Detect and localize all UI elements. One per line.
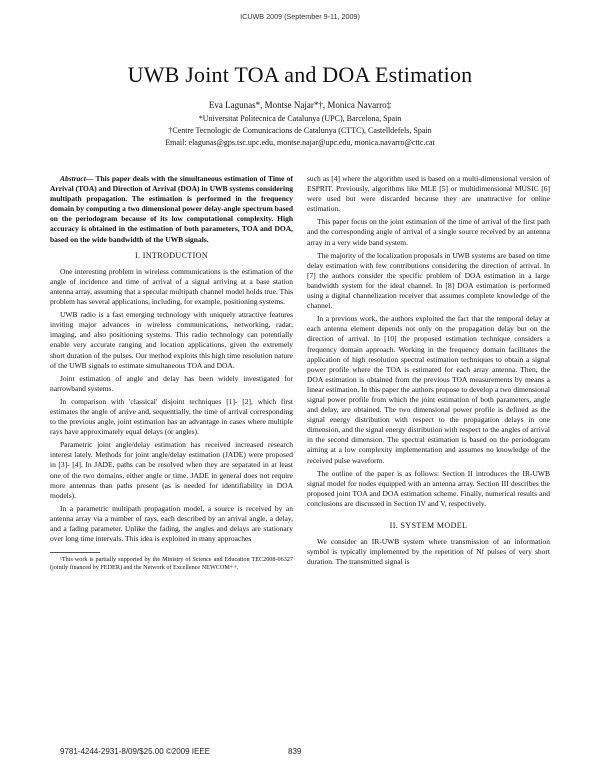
running-head: ICUWB 2009 (September 9-11, 2009) bbox=[240, 12, 360, 21]
paragraph: In comparison with 'classical' disjoint techniques [1]- [2], which first estimates the angle of arrive and, sequentially, the time of arrival corresponding to the previous angle, joint estimation has an advantage in cases where multiple rays have approximately equal delays (or angles). bbox=[50, 396, 293, 437]
abstract bbox=[50, 174, 293, 245]
abstract-text: This paper deals with the simultaneous estimation of Time of Arrival (TOA) and Direction of Arrival (DOA) in UWB systems considering multipath propagation. The estimation is performed in the frequency domain by computing a two dimensional power delay-angle spectrum based on the periodogram because of its low computational complexity. High accuracy is obtained in the estimation of both parameters, TOA and DOA, based on the wide bandwidth of the UWB signals. bbox=[50, 174, 293, 244]
right-column bbox=[307, 174, 550, 570]
paragraph: UWB radio is a fast emerging technology with uniquely attractive features inviting major advances in wireless communications, networking, radar, imaging, and also positioning systems. This radio technology can potentially enable very accurate ranging and location applications, given the extremely short duration of the pulses. Our method exploits this high time resolution nature of the UWB signals to estimate simultaneous TOA and DOA. bbox=[50, 310, 293, 370]
footnote: ¹This work is partially supported by the Ministry of Science and Education TEC2008-06327 (jointly financed by FEDER) and the Network of Excellence NEWCOM++. bbox=[50, 556, 293, 571]
paragraph: We consider an IR-UWB system where transmission of an information symbol is typically implemented by the repetition of Nf pulses of very short duration. The transmitted signal is bbox=[307, 537, 550, 567]
footer-isbn: 9781-4244-2931-8/09/$25.00 ©2009 IEEE bbox=[60, 747, 211, 756]
author-emails: Email: elagunas@gps.tsc.upc.edu, montse.najar@upc.edu, monica.navarro@cttc.cat bbox=[165, 138, 435, 147]
paragraph: Joint estimation of angle and delay has been widely investigated for narrowband systems. bbox=[50, 373, 293, 393]
left-column bbox=[50, 174, 293, 575]
authors: Eva Lagunas*, Montse Najar*†, Monica Navarro‡ bbox=[208, 100, 392, 110]
affiliation-cttc: †Centre Tecnologic de Comunicacions de Catalunya (CTTC), Castelldefels, Spain bbox=[168, 126, 432, 135]
paragraph: The outline of the paper is as follows: Section II introduces the IR-UWB signal model for nodes equipped with an antenna array. Section III describes the proposed joint TOA and DOA estimation scheme. Finally, numerical results and conclusions are discussed in Section IV and V, respectively. bbox=[307, 468, 550, 508]
paragraph: such as [4] where the algorithm used is based on a multi-dimensional version of ESPRIT. Previously, algorithms like MLE [5] or multidimensional MUSIC [6] were used but were discarded because they are unattractive for online estimation. bbox=[307, 174, 550, 214]
affiliation-upc: *Universitat Politecnica de Catalunya (UPC), Barcelona, Spain bbox=[198, 114, 402, 123]
section-heading-system-model: II. SYSTEM MODEL bbox=[389, 521, 468, 530]
abstract-label: Abstract— bbox=[60, 174, 94, 183]
paragraph: In a parametric multipath propagation model, a source is received by an antenna array via a number of rays, each described by an arrival angle, a delay, and a fading parameter. Unlike the fading, the angles and delays are stationary over long time intervals. This idea is exploited in many approaches bbox=[50, 503, 293, 544]
paragraph: The majority of the localization proposals in UWB systems are based on time delay estimation with few contributions considering the direction of arrival. In [7] the authors consider the specific problem of DOA estimation in a large bandwidth system for the ideal channel. In [8] DOA estimation is performed using a digital channelization receiver that assumes complete knowledge of the channel. bbox=[307, 250, 550, 311]
section-heading-introduction: I. INTRODUCTION bbox=[134, 250, 209, 260]
page-number: 839 bbox=[288, 747, 302, 756]
paragraph: This paper focus on the joint estimation of the time of arrival of the first path and the corresponding angle of arrival of a single source received by an antenna array in a very wide band system. bbox=[307, 217, 550, 247]
footnote-rule bbox=[50, 552, 100, 553]
paragraph: One interesting problem in wireless communications is the estimation of the angle of incidence and time of arrival of a signal arriving at a base station antenna array, assuming that a specular multipath channel model holds true. This problem has several applications, including, for example, positioning systems. bbox=[50, 266, 293, 307]
paragraph: In a previous work, the authors exploited the fact that the temporal delay at each antenna element depends not only on the propagation delay but on the direction of arrival. In [10] the proposed estimation technique considers a frequency domain approach. Working in the frequency domain facilitates the application of high resolution spectral estimation techniques to obtain a signal power profile where the TOA is estimated for each array antenna. Then, the DOA estimation is obtained from the previous TOA measurements by means a linear estimation. In this paper the authors propose to develop a two dimensional signal power profile from which the joint estimation of both parameters, angle and delay, are obtained. The two dimensional power profile is defined as the signal energy distribution with respect to the propagation delays in one dimension, and the signal energy distribution with respect to the angles of arrival in the second dimension. The spectral estimation is based on the periodogram aiming at a low complexity implementation and assumes no knowledge of the received pulse waveform. bbox=[307, 314, 550, 465]
paragraph: Parametric joint angle/delay estimation has received increased research interest lately. Methods for joint angle/delay estimation (JADE) were proposed in [3]- [4]. In JADE, paths can be resolved when they are separated in at least one of the two domains, either angle or time. JADE in general does not require more antennas than paths present (as is needed for identifiability in DOA models). bbox=[50, 440, 293, 500]
paper-title: UWB Joint TOA and DOA Estimation bbox=[127, 62, 473, 87]
